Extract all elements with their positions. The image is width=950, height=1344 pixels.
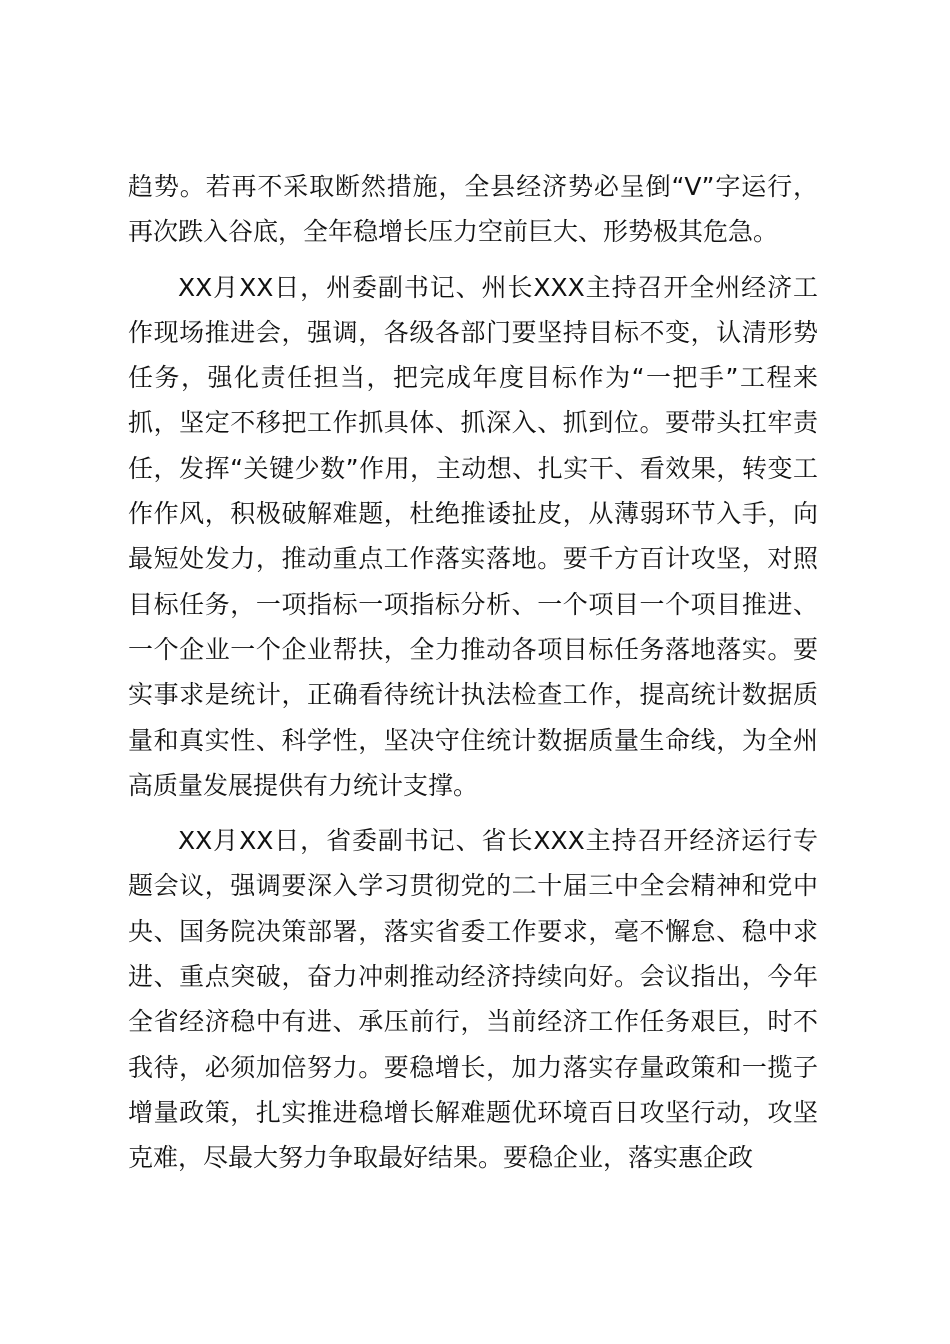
document-body [128,164,818,1191]
paragraph-2: XX月XX日，州委副书记、州长XXX主持召开全州经济工作现场推进会，强调，各级各部门要坚持目标不变，认清形势任务，强化责任担当，把完成年度目标作为“一把手”工程来抓，坚定不移把工作抓具体、抓深入、抓到位。要带头扛牢责任，发挥“关键少数”作用，主动想、扎实干、看效果，转变工作作风，积极破解难题，杜绝推诿扯皮，从薄弱环节入手，向最短处发力，推动重点工作落实落地。要千方百计攻坚，对照目标任务，一项指标一项指标分析、一个项目一个项目推进、一个企业一个企业帮扶，全力推动各项目标任务落地落实。要实事求是统计，正确看待统计执法检查工作，提高统计数据质量和真实性、科学性，坚决守住统计数据质量生命线，为全州高质量发展提供有力统计支撑。 [128,272,818,800]
paragraph-1: 趋势。若再不采取断然措施，全县经济势必呈倒“V”字运行，再次跌入谷底，全年稳增长压力空前巨大、形势极其危急。 [128,172,818,247]
paragraph-3: XX月XX日，省委副书记、省长XXX主持召开经济运行专题会议，强调要深入学习贯彻党的二十届三中全会精神和党中央、国务院决策部署，落实省委工作要求，毫不懈怠、稳中求进、重点突破，奋力冲刺推动经济持续向好。会议指出，今年全省经济稳中有进、承压前行，当前经济工作任务艰巨，时不我待，必须加倍努力。要稳增长，加力落实存量政策和一揽子增量政策，扎实推进稳增长解难题优环境百日攻坚行动，攻坚克难，尽最大努力争取最好结果。要稳企业，落实惠企政 [128,826,818,1173]
